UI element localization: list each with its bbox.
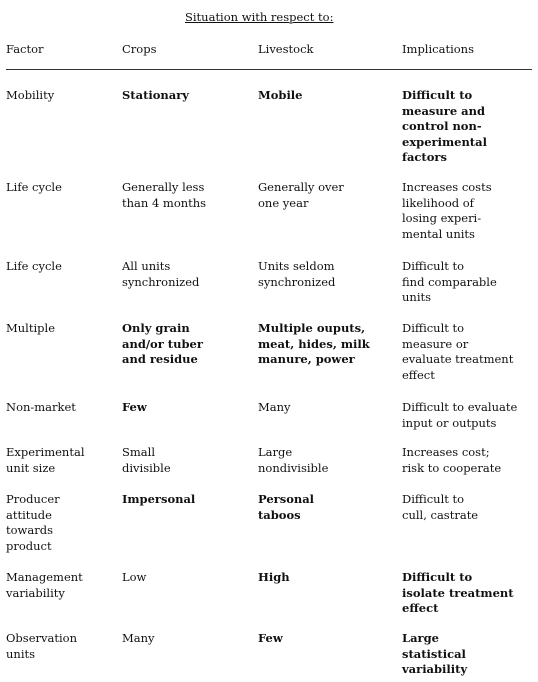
livestock-cell: Multiple ouputs, meat, hides, milk manure, power [258, 321, 370, 366]
implications-cell: Difficult to cull, castrate [402, 492, 479, 522]
factor-cell: Multiple [6, 321, 56, 335]
implications-cell: Difficult to measure or evaluate treatment effect [402, 321, 514, 382]
implications-cell: Difficult to evaluate input or outputs [402, 400, 518, 430]
implications-cell: Increases costs likelihood of losing experi- mental units [402, 180, 492, 241]
table-title: Situation with respect to: [185, 10, 334, 24]
implications-cell: Large statistical variability [402, 631, 468, 676]
livestock-cell: Mobile [258, 88, 303, 102]
livestock-cell: Large nondivisible [258, 445, 329, 475]
implications-cell: Difficult to find comparable units [402, 259, 497, 304]
factor-cell: Observation units [6, 631, 77, 661]
header-livestock: Livestock [258, 42, 314, 56]
implications-cell: Difficult to measure and control non- experimental factors [402, 88, 487, 164]
livestock-cell: Units seldom synchronized [258, 259, 336, 289]
livestock-cell: Many [258, 400, 291, 414]
header-factor: Factor [6, 42, 44, 56]
header-rule [6, 69, 532, 70]
crops-cell: Stationary [122, 88, 189, 102]
header-implications: Implications [402, 42, 474, 56]
crops-cell: Impersonal [122, 492, 196, 506]
crops-cell: Only grain and/or tuber and residue [122, 321, 203, 366]
factor-cell: Life cycle [6, 180, 62, 194]
crops-cell: Low [122, 570, 147, 584]
header-crops: Crops [122, 42, 157, 56]
crops-cell: Small divisible [122, 445, 171, 475]
crops-cell: All units synchronized [122, 259, 200, 289]
factor-cell: Non-market [6, 400, 76, 414]
livestock-cell: Few [258, 631, 283, 645]
livestock-cell: Personal taboos [258, 492, 315, 522]
factor-cell: Life cycle [6, 259, 62, 273]
implications-cell: Increases cost; risk to cooperate [402, 445, 502, 475]
factor-cell: Mobility [6, 88, 55, 102]
factor-cell: Experimental unit size [6, 445, 85, 475]
livestock-cell: High [258, 570, 290, 584]
crops-cell: Generally less than 4 months [122, 180, 207, 210]
factor-cell: Producer attitude towards product [6, 492, 60, 553]
crops-cell: Few [122, 400, 147, 414]
implications-cell: Difficult to isolate treatment effect [402, 570, 514, 615]
crops-cell: Many [122, 631, 155, 645]
livestock-cell: Generally over one year [258, 180, 344, 210]
factor-cell: Management variability [6, 570, 83, 600]
